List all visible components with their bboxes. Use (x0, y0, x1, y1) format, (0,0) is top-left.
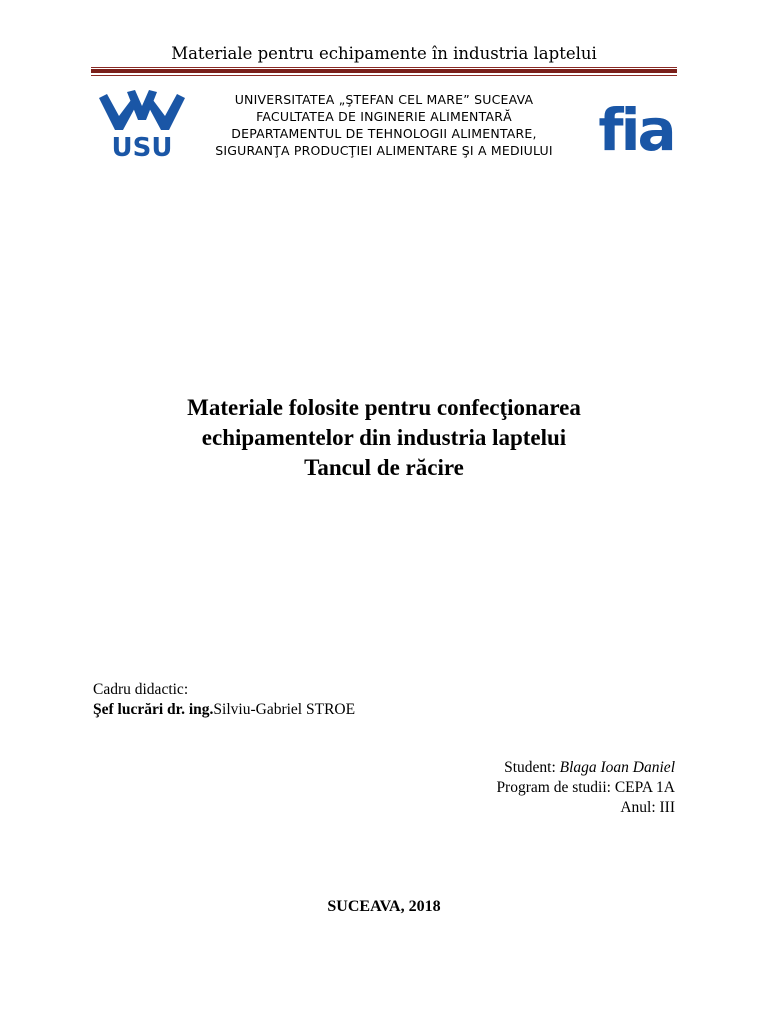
city-year: SUCEAVA, 2018 (327, 898, 441, 915)
teacher-block (93, 680, 355, 720)
student-block (496, 758, 675, 818)
student-name: Blaga Ioan Daniel (559, 759, 675, 776)
running-header-title: Materiale pentru echipamente în industria laptelui (171, 44, 597, 63)
usv-logo-text: USU (111, 133, 173, 158)
document-title (0, 393, 768, 483)
institution-university: UNIVERSITATEA „ŞTEFAN CEL MARE” SUCEAVA (234, 92, 534, 107)
usv-logo (97, 90, 187, 158)
teacher-label: Cadru didactic: (93, 681, 189, 698)
title-line-2: echipamentelor din industria laptelui (201, 425, 567, 450)
institution-department: DEPARTAMENTUL DE TEHNOLOGII ALIMENTARE, (231, 126, 537, 141)
header-rule-bottom (91, 75, 677, 76)
header-rule-main (91, 69, 677, 73)
institution-department-cont: SIGURANŢA PRODUCŢIEI ALIMENTARE ŞI A MEDIULUI (215, 143, 553, 158)
student-year: Anul: III (620, 799, 675, 816)
header-rule-top (91, 67, 677, 68)
title-line-3: Tancul de răcire (304, 455, 464, 480)
student-line (496, 758, 675, 778)
student-program: Program de studii: CEPA 1A (496, 779, 675, 796)
student-label: Student: (504, 759, 560, 776)
title-line-1: Materiale folosite pentru confecţionarea (187, 395, 581, 420)
fia-logo-text: fia (598, 96, 674, 158)
institution-block (180, 91, 588, 159)
teacher-rank: Şef lucrări dr. ing. (93, 701, 214, 718)
teacher-name: Silviu-Gabriel STROE (213, 701, 356, 718)
teacher-name-line (93, 700, 355, 720)
fia-logo (598, 88, 674, 158)
institution-faculty: FACULTATEA DE INGINERIE ALIMENTARĂ (256, 109, 512, 124)
